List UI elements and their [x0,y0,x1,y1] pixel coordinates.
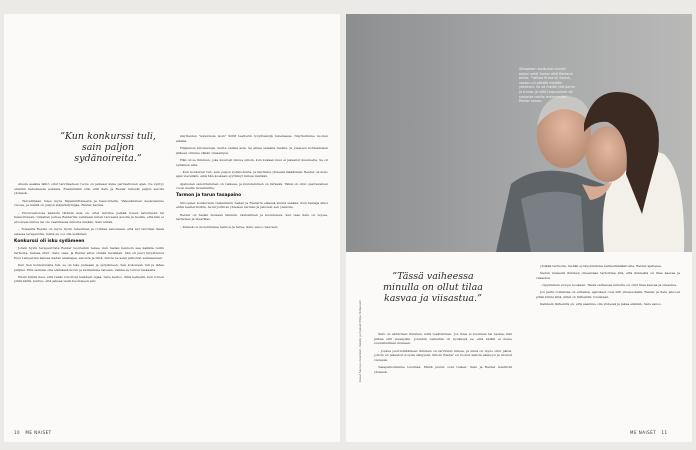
paragraph: – Meissä on molemmissa tarmoa ja tarua, Satu sanoo nauraen. [180,224,279,229]
paragraph: – Toisaalta Reidar on myös hyvin rehellinen ja roihkea sanomaan, että nyt tarvitset lässä asiassa terapeuttia, mistä en voi olla selläinen. [14,227,164,236]
photo-caption: Silvopleen konkurssi muutti paljon sekä Sadun että Reidarin arkea. "Vaikka firma oli Sadun, vastuu oli pitkälti meidän yhteinen. Se oli meille yhä perhe ja tunne, ja siitä luopuminen oli raskasta meille molemmille", Reidar sanoo. [519,67,575,104]
paragraph: – Kun konkurssi tuli, sain paljon sydänoireita, ja kävimme yhdessä lääkärissä. Reidar oli koko ajan vierelläni, eikä hän koskaan syyttänyt minua mistään. [176,169,328,179]
paragraph: Alusta asakka lähtö ollut tarvitsadeen tuote on jaikeasi kuka parraaltonen ajan. Ite syntyy erenkin kahuksesta auksata. Ensimmäiin stiä, että Satu ja Reidar tekevät paljon asioita yhdessä. [14,182,164,196]
paragraph: Kaikkein tärkeintä on, että saamme olla yhdessä ja jakaa elämän, Satu sanoo. [540,302,662,307]
paragraph: – Joskus puuttelitkäiteen ihminen on tarvinnut minua, ja minä on myös ollut päivä, jolloin en jaksanut nousta sängystä. Silloin Reidar on tuonut kahvia sänkyyn ja istunut vieressä. [374,348,512,363]
page-number: 10 [14,430,21,435]
couple-photo [346,14,692,252]
paragraph: Jotain hyvin terapeuttista Reidar luonteikin tekee, kun Sadan kannoin saa kaikkia reitin tarinoita, haluaa 2021. Satu osaa, ja Reidar astui omalla tavallaan: hän oli juuri kirjoittanut Pusi Lamperian kanssa Sadan asianajaa, asioista ja mitä, mutta ne asiat jatkoivat sellaisenaan. [14,246,164,260]
paragraph: Jos parin toimintaa on erilaista, ajatukset ovat silti yhteneväisiä. Reidar ja Satu aikovat pitää kiinni siitä, mikä on tärkeintä: toisistaan. [536,290,680,300]
paragraph: Kun tien konkurssista tuli, se oli iske palleaan ja syöpämeen. Sen kokonaan tuli ja lähes pärjäsi. Että saimme olla elämässä luvun ja keräsimme taivaan, vaikka se tuntui raskaalta. [14,262,164,272]
pull-quote-right [381,272,485,305]
page-number: 11 [661,430,668,435]
paragraph: näytteiden "iskuloksia isoin" KOM teatterin työyhteisöjä tukemassa. Näyttelimme vuoden aikana. [176,134,328,143]
section-heading: Tarmon ja tarun tasapaino [176,193,242,199]
paragraph: – Oppiminen ei lopu koskaan. Tässä vaiheessa minulla on ollut tilaa kasvaa ja viisastua. [540,283,678,288]
pull-quote-left-text: ”Kun konkurssi tuli, sain paljon sydänoireita.” [60,131,156,164]
folio-left [14,430,52,435]
paragraph: Tasapainotilanne toisiinsa: Mistä juuret ovat tulleet, Satu ja Reidar miettivät yhdessä. [374,365,512,374]
photo-credit: Kuvat Sanna Linnenkari, meikki ja hiukset Minja Teräsvuori [358,299,362,382]
magazine-name: ME NAISET [630,430,657,435]
paragraph: – Huoluvaltoissa kaikista täränin asia on, ettei tarvitse pelkää toisen satuttavan tai haavoittavan. Uskallan puhua Reidarille veikkaasi miten tarvaena asioita ja tiedän, että hän ei arvostele minua tai ole vaatimassa minulta mitään, Satu kiitää. [14,210,164,224]
paragraph: Ajatusten sanoittaminen on vaikeaa, ja muistaminen on tärkeää. Tämä on ollut opettavainen vuosi meille molemmille. [176,181,328,191]
left-article-column-2 [176,134,328,232]
right-article-column-2 [536,264,680,309]
right-page [346,14,692,442]
pull-quote-right-text: ”Tässä vaiheessa minulla on ollut tilaa kasvaa ja viisastua.” [383,271,483,304]
paragraph: Silvopleet konkurssin vaikeimmin Sadan ja Reidarin eläessä alusta saakka. Kun haluaja alkoi ehtiä teatteritöihin, he kirjoittivat yhteisen tarinan ja jakoivat sen yleisölle. [176,200,328,210]
paragraph: Hän oli se ihminen, joka kuunteli minua silloin, kun kukaan muu ei jaksanut kuunnella. Se oli sydämen asia. [176,157,328,167]
magazine-name: ME NAISET [25,430,52,435]
left-article-column-1 [14,182,164,287]
right-article-column-1 [374,332,512,377]
left-page [4,14,340,442]
paragraph: Ensin häntä tiesi, että rahat rokotivat kaikkein lujaa, Satu kertoo. Sillä hetkellä, kun toinen pitää kättä, tuntuu, että jaksaa vielä huomiseen asti. [14,274,164,284]
section-heading: Konkurssi oli isku sydämeen [14,238,85,244]
paragraph: Satu on aktiivinen ihminen, mitä reaktiivinen. Jos mies ei kuuntele tai vastaa, hän jatkaa silti eteenpäin. Jotenkin vaikeinta oli hyväksyä se, että kaikki ei mene suunnitelmien mukaan. [374,332,512,346]
paragraph: Hiljaisuus kilometrejä, mutta vaikka asia. Se alkaa samalla tavalla, ja jokaisen kohtaamisen jälkeen olimme vähän viisaampia. [176,145,328,155]
paragraph: Sadun mielestä ihminen oikeastaan tarkoittaa sitä, että ihmisellä on tilaa kasvaa ja viisastua. [536,271,680,280]
paragraph: yhdäliä tarinoita, mehän syökysyinimme kaliberikkäästi alla, Reidar ajattelee. [540,264,663,268]
paragraph: – Tarvallinaan tulee myös hiljemmittaisesta ja haavoittelta. Väkevämmen kesäolemme vivoaa, ja meillä on paljon stäpirkitymijaa, Reidar karsua. [14,198,164,208]
folio-right [630,430,668,435]
paragraph: Reidar on Sadan mukaan lämmin, rauhallinen ja kuunteleva, kun taas Satu on nopea, tarmokas ja idearikas. [176,212,328,222]
couple-photo-illustration [346,14,692,252]
pull-quote-left [60,132,156,165]
